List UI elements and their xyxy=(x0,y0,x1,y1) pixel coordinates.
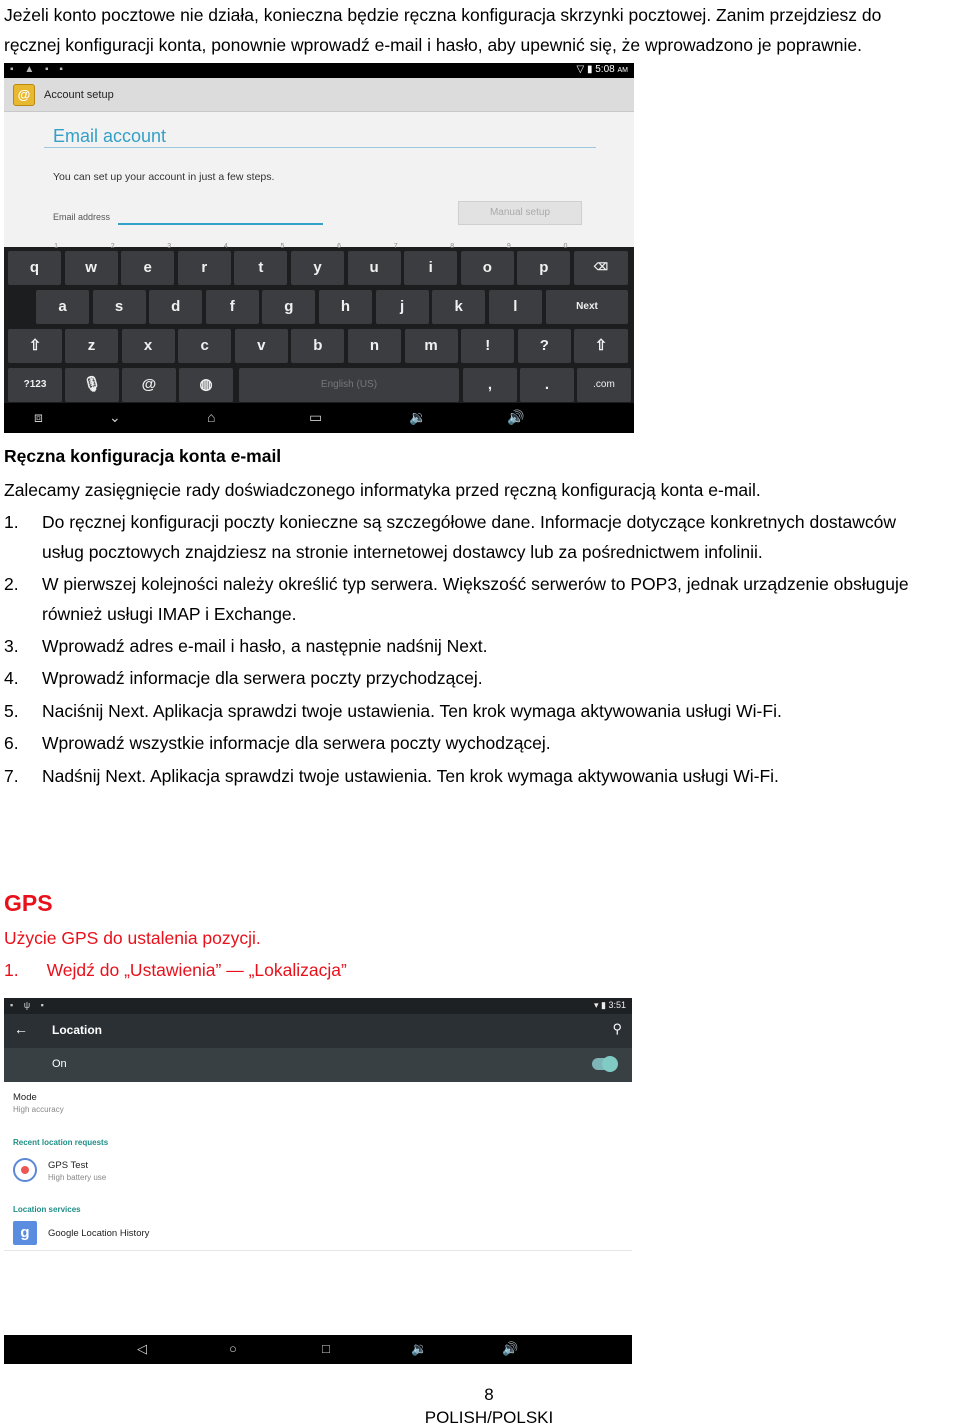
manual-config-intro: Zalecamy zasięgnięcie rady doświadczonego informatyka przed ręczną konfiguracją konta e-mail. xyxy=(4,480,761,500)
status-bar xyxy=(4,998,632,1014)
key-y-label: y xyxy=(313,259,322,276)
key-r-label: r xyxy=(201,259,208,276)
key-a[interactable] xyxy=(36,290,89,324)
step-item xyxy=(4,507,960,567)
email-account-heading: Email account xyxy=(53,126,167,146)
intro-line-2: ręcznej konfiguracji konta, ponownie wprowadź e-mail i hasło, aby upewnić się, że wprowadzono je poprawnie. xyxy=(4,35,862,55)
key-e-hint: 3 xyxy=(167,243,172,250)
step-item xyxy=(4,761,960,791)
status-clock: ▾ ▮ 3:51 xyxy=(593,1000,626,1010)
key-f[interactable] xyxy=(206,290,259,324)
google-settings-icon: g xyxy=(13,1221,37,1245)
step-item xyxy=(4,569,960,629)
symbols-key[interactable]: ?123 xyxy=(8,368,62,402)
key-c[interactable] xyxy=(178,329,231,363)
location-services-header: Location services xyxy=(13,1205,81,1214)
search-icon[interactable]: ⚲ xyxy=(612,1021,622,1036)
location-toggle-row[interactable] xyxy=(4,1048,632,1082)
step-number: 7. xyxy=(4,766,19,786)
intro-paragraph xyxy=(4,0,954,60)
key-exclamation-label: ! xyxy=(485,337,491,354)
key-k-label: k xyxy=(454,298,463,315)
wifi-icon: ▽ xyxy=(576,64,585,75)
back-icon[interactable]: ◁ xyxy=(137,1341,147,1356)
key-b-label: b xyxy=(313,337,323,354)
key-o-hint: 9 xyxy=(506,243,511,250)
backspace-icon: ⌫ xyxy=(593,262,609,273)
gps-test-title: GPS Test xyxy=(48,1160,88,1171)
location-switch[interactable] xyxy=(592,1058,616,1070)
page-number: 8 xyxy=(484,1385,494,1404)
key-l[interactable] xyxy=(489,290,542,324)
step-text: Wprowadź wszystkie informacje dla serwera poczty wychodzącej. xyxy=(42,733,551,753)
key-x[interactable] xyxy=(122,329,175,363)
intro-line-1: Jeżeli konto pocztowe nie działa, konieczna będzie ręczna konfiguracja skrzynki pocztowej. Zanim przejdziesz do xyxy=(4,5,882,25)
key-n[interactable] xyxy=(348,329,401,363)
key-q-hint: 1 xyxy=(54,243,58,250)
gps-step-text: Wejdź do „Ustawienia” — „Lokalizacja” xyxy=(46,960,347,980)
recent-apps-icon[interactable]: □ xyxy=(322,1341,330,1356)
step-number: 4. xyxy=(4,668,19,688)
key-v[interactable] xyxy=(235,329,288,363)
key-w-label: w xyxy=(85,259,97,276)
key-s[interactable] xyxy=(93,290,146,324)
gps-test-subtitle: High battery use xyxy=(48,1173,107,1182)
next-key[interactable]: Next xyxy=(546,290,628,324)
key-r-hint: 4 xyxy=(223,243,228,250)
key-d[interactable] xyxy=(149,290,202,324)
key-b[interactable] xyxy=(291,329,344,363)
key-t-hint: 5 xyxy=(280,243,285,250)
at-key[interactable]: @ xyxy=(122,368,176,402)
gps-title: GPS xyxy=(4,890,53,916)
key-w[interactable] xyxy=(65,243,118,285)
on-screen-keyboard xyxy=(4,243,634,433)
key-n-label: n xyxy=(369,337,380,354)
key-m-label: m xyxy=(424,337,438,354)
key-e[interactable] xyxy=(121,243,174,285)
camera-icon[interactable]: ⧈ xyxy=(34,409,43,425)
key-l-label: l xyxy=(513,298,518,315)
action-bar-title: Account setup xyxy=(44,89,114,101)
key-u-label: u xyxy=(369,259,379,276)
key-u[interactable] xyxy=(348,243,401,285)
key-g-label: g xyxy=(284,298,294,315)
space-key[interactable]: English (US) xyxy=(239,368,459,402)
mode-label: Mode xyxy=(13,1092,37,1103)
volume-down-icon[interactable]: 🔉 xyxy=(409,409,427,425)
key-x-label: x xyxy=(143,337,153,354)
battery-icon: ▮ xyxy=(586,64,593,75)
shift-key-right[interactable] xyxy=(574,329,628,363)
email-address-input[interactable] xyxy=(118,208,323,225)
key-t[interactable] xyxy=(234,243,287,285)
google-location-history-item[interactable]: Google Location History xyxy=(48,1228,150,1239)
key-v-label: v xyxy=(257,337,266,354)
key-question[interactable] xyxy=(518,329,571,363)
globe-icon: ◍ xyxy=(199,376,213,393)
shift-icon: ⇧ xyxy=(28,337,42,354)
email-app-icon: @ xyxy=(13,84,35,106)
key-i-label: i xyxy=(428,259,433,276)
step-text: Wprowadź adres e-mail i hasło, a następnie nadśnij Next. xyxy=(42,636,488,656)
language-key[interactable] xyxy=(179,368,233,402)
step-number: 2. xyxy=(4,574,19,594)
key-o[interactable] xyxy=(461,243,514,285)
step-text: W pierwszej kolejności należy określić typ serwera. Większość serwerów to POP3, jednak urządzenie obsługuje xyxy=(42,574,909,594)
key-s-label: s xyxy=(114,298,124,315)
wifi-icon: ▾ xyxy=(593,1000,599,1010)
key-j-label: j xyxy=(400,298,405,315)
dotcom-key[interactable]: .com xyxy=(577,368,631,402)
key-r[interactable] xyxy=(178,243,231,285)
shift-icon: ⇧ xyxy=(594,337,608,354)
step-item xyxy=(4,663,960,693)
volume-up-icon[interactable]: 🔊 xyxy=(502,1341,519,1356)
key-q[interactable] xyxy=(8,243,61,285)
key-y[interactable] xyxy=(291,243,344,285)
switch-knob xyxy=(602,1056,618,1072)
key-h-label: h xyxy=(340,298,351,315)
mode-setting[interactable] xyxy=(13,1092,64,1114)
toggle-label: On xyxy=(52,1058,67,1070)
setup-instruction: You can set up your account in just a few steps. xyxy=(53,171,275,183)
shift-key-left[interactable] xyxy=(8,329,62,363)
list-divider xyxy=(4,1250,632,1251)
key-e-label: e xyxy=(143,259,152,276)
key-p-hint: 0 xyxy=(563,243,568,250)
step-text-continued: usług pocztowych znajdziesz na stronie internetowej dostawcy lub za pośrednictwem infolinii. xyxy=(42,542,763,562)
account-setup-screenshot xyxy=(4,63,634,433)
step-text: Nadśnij Next. Aplikacja sprawdzi twoje ustawienia. Ten krok wymaga aktywowania usługi Wi-Fi. xyxy=(42,766,779,786)
key-y-hint: 6 xyxy=(337,243,341,250)
step-text: Do ręcznej konfiguracji poczty konieczne są szczegółowe dane. Informacje dotyczące konkretnych dostawców xyxy=(42,512,897,532)
step-item xyxy=(4,696,960,726)
key-p-label: p xyxy=(539,259,549,276)
key-z-label: z xyxy=(87,337,96,354)
gps-test-item[interactable] xyxy=(48,1160,106,1182)
step-number: 1. xyxy=(4,512,19,532)
key-m[interactable] xyxy=(405,329,458,363)
location-title: Location xyxy=(52,1023,102,1037)
gps-subtitle: Użycie GPS do ustalenia pozycji. xyxy=(4,928,261,948)
key-p[interactable] xyxy=(517,243,570,285)
recent-requests-header: Recent location requests xyxy=(13,1138,109,1147)
step-number: 6. xyxy=(4,733,19,753)
email-address-label: Email address xyxy=(53,212,111,222)
gps-step-number: 1. xyxy=(4,960,19,980)
gps-step-1 xyxy=(4,960,347,981)
manual-config-title: Ręczna konfiguracja konta e-mail xyxy=(4,446,282,466)
location-screenshot xyxy=(4,998,632,1364)
key-g[interactable] xyxy=(262,290,315,324)
key-o-label: o xyxy=(482,259,492,276)
key-a-label: a xyxy=(58,298,67,315)
manual-setup-button[interactable]: Manual setup xyxy=(458,201,582,225)
backspace-key[interactable] xyxy=(574,251,628,285)
battery-icon: ▮ xyxy=(601,1000,606,1010)
step-number: 3. xyxy=(4,636,19,656)
key-h[interactable] xyxy=(319,290,372,324)
home-icon[interactable]: ○ xyxy=(229,1341,237,1356)
app-bar xyxy=(4,1014,632,1048)
home-icon[interactable]: ⌂ xyxy=(207,409,216,425)
mode-value: High accuracy xyxy=(13,1105,64,1114)
key-i-hint: 8 xyxy=(450,243,455,250)
key-i[interactable] xyxy=(404,243,457,285)
heading-divider xyxy=(44,147,596,148)
back-arrow-icon[interactable]: ← xyxy=(14,1021,28,1037)
page-language: POLISH/POLSKI xyxy=(424,1408,554,1427)
key-t-label: t xyxy=(258,259,264,276)
notification-icons: ▪ ψ ▪ xyxy=(10,1000,48,1010)
microphone-icon: 🎙 xyxy=(82,376,102,393)
step-item xyxy=(4,728,960,758)
action-bar xyxy=(4,78,634,112)
key-question-label: ? xyxy=(539,337,549,354)
key-c-label: c xyxy=(200,337,209,354)
navigation-bar xyxy=(4,403,634,433)
volume-down-icon[interactable]: 🔉 xyxy=(411,1341,428,1356)
recent-apps-icon[interactable]: ▭ xyxy=(309,409,323,425)
key-j[interactable] xyxy=(376,290,429,324)
step-text-continued: również usługi IMAP i Exchange. xyxy=(42,604,297,624)
key-q-label: q xyxy=(29,259,40,276)
key-exclamation[interactable] xyxy=(461,329,514,363)
key-f-label: f xyxy=(229,298,235,315)
key-u-hint: 7 xyxy=(393,243,398,250)
step-text: Naciśnij Next. Aplikacja sprawdzi twoje ustawienia. Ten krok wymaga aktywowania usługi Wi-Fi. xyxy=(42,701,782,721)
step-number: 5. xyxy=(4,701,19,721)
gps-test-app-icon xyxy=(13,1158,37,1182)
key-z[interactable] xyxy=(65,329,118,363)
status-bar xyxy=(4,63,634,78)
key-k[interactable] xyxy=(432,290,485,324)
key-d-label: d xyxy=(171,298,181,315)
voice-input-key[interactable] xyxy=(65,368,119,402)
step-text: Wprowadź informacje dla serwera poczty przychodzącej. xyxy=(42,668,483,688)
navigation-bar xyxy=(4,1335,632,1364)
notification-icons: ▪ ▲ ▪ ▪ xyxy=(10,64,67,75)
hide-keyboard-icon[interactable]: ⌄ xyxy=(109,409,121,425)
key-w-hint: 2 xyxy=(110,243,115,250)
period-key[interactable]: . xyxy=(520,368,574,402)
volume-up-icon[interactable]: 🔊 xyxy=(507,409,525,425)
comma-key[interactable]: , xyxy=(463,368,517,402)
status-clock: ▽ ▮ 5:08 AM xyxy=(576,64,628,75)
step-item xyxy=(4,631,960,661)
